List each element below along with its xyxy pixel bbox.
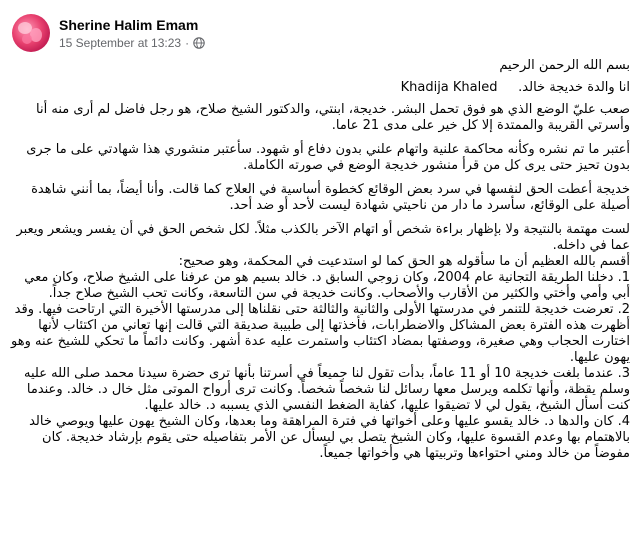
bismillah-line: بسم الله الرحمن الرحيم (499, 58, 630, 73)
avatar-flower-petal (22, 34, 32, 44)
post-body (8, 58, 630, 462)
paragraph: أعتبر ما تم نشره وكأنه محاكمة علنية واتهام علني بدون دفاع أو شهود. سأعتبر منشوري هذا شهادتي على ما جرى بدون تحيز حتى يرى كل من قرأ منشور خديجة الوضع في صورته الكاملة. (26, 142, 630, 173)
post-meta (59, 16, 205, 51)
tagged-user-link[interactable]: Khadija Khaled (400, 80, 498, 95)
list-item: 4. كان والدها د. خالد يقسو عليها وعلى أخواتها في فترة المراهقة وما بعدها، وكان الشيخ يهون عليها ويوصي خالد بالاهتمام بها وعدم القسوة عليها، وكان الشيخ يتصل بي ليسأل عن الأمر بتفاصيله حتى يقوم بإرشاد خديجة. كان مفوضاً من خالد ومني احتواءها وتربيتها هي وأخواتها جميعاً. (29, 414, 630, 461)
greeting-text: انا والدة خديجة خالد. (518, 80, 630, 95)
list-item: 3. عندما بلغت خديجة 10 أو 11 عاماً، بدأت تقول لنا جميعاً في أسرتنا بأنها ترى حضرة سيدنا محمد صلى الله عليه وسلم يقظة، وأنها تكلمه ويرسل معها رسائل لنا شخصاً شخصاً. وكانت ترى أرواح الموتى مثل خال د. خالد. وعندما كنت أسأل الشيخ، يقول لي لا تضيقوا عليها، كفاية الضغط النفسي الذي يسببه د. خالد عليها. (24, 366, 630, 413)
avatar[interactable] (12, 14, 50, 52)
post-timeline (59, 35, 205, 51)
timestamp-link[interactable]: 15 September at 13:23 (59, 35, 182, 50)
author-name-link[interactable]: Sherine Halim Emam (59, 16, 199, 33)
post-header (12, 12, 205, 54)
separator-dot: · (185, 35, 190, 50)
greeting-line (8, 80, 630, 96)
paragraph: لست مهتمة بالنتيجة ولا بإظهار براءة شخص أو اتهام الآخر بالكذب مثلاً. لكل شخص الحق في أن يفسر ويشعر ويعبر عما في داخله. (16, 222, 630, 253)
globe-icon[interactable] (193, 37, 205, 49)
paragraph: خديجة أعطت الحق لنفسها في سرد بعض الوقائع كخطوة أساسية في العلاج كما قالت. وأنا أيضاً، بما أنني شاهدة أصيلة على الوقائع، سأسرد ما دار من ناحيتي شهادة ليست لأحد أو ضد أحد. (31, 182, 630, 213)
list-item: 1. دخلنا الطريقة التجانية عام 2004، وكان زوجي السابق د. خالد بسيم هو من عرفنا على الشيخ صلاح، وكان معي أبي وأمي وأختي والكثير من الأقارب والأصحاب. وكانت خديجة في سن التاسعة، وكانت تحب الشيخ صلاح جداً. (24, 270, 630, 301)
paragraph: أقسم بالله العظيم أن ما سأقوله هو الحق كما لو استدعيت في المحكمة، وهو صحيح: (178, 254, 630, 269)
list-item: 2. تعرضت خديجة للتنمر في مدرستها الأولى والثانية والثالثة حتى نقلناها إلى مدرستها الأخيرة التي ارتاحت فيها. وقد أظهرت هذه الفترة بعض المشاكل والاضطرابات، فأخذتها إلى طبيبة صديقة التي قالت إنها تعاني من اكتئاب لأنها اختارت الحجاب وهي صغيرة، ووصفتها بمضاد اكتئاب واستمرت عليه عدة أشهر. وكانت دائماً ما تحكي للشيخ عنه وهو يهون عليها. (11, 302, 630, 365)
paragraph: صعب عليّ الوضع الذي هو فوق تحمل البشر. خديجة، ابنتي، والدكتور الشيخ صلاح، هو رجل فاضل لم أرى منه أنا وأسرتي القريبة والممتدة إلا كل خير على مدى 21 عاما. (36, 102, 630, 133)
